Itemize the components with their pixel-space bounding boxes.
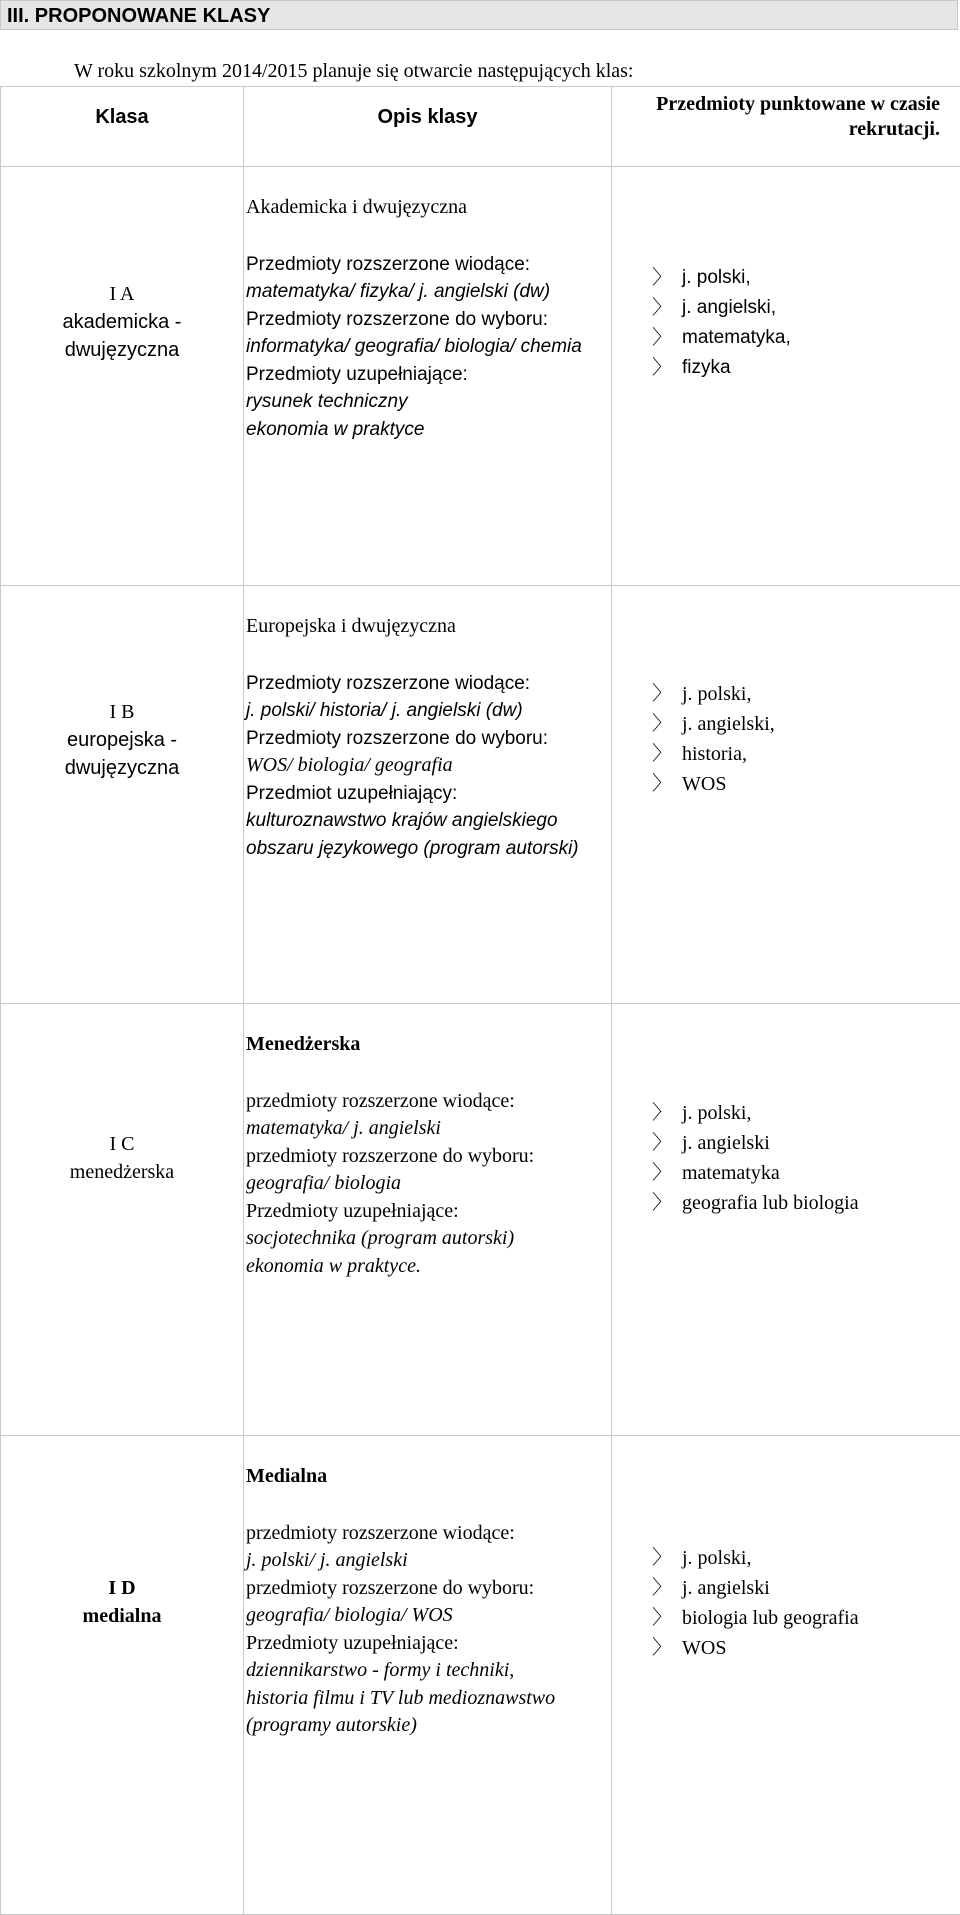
subject-label: j. angielski [682, 1573, 770, 1603]
bullet-icon: 〉 [652, 1158, 682, 1188]
description-line: (programy autorskie) [246, 1712, 611, 1740]
subject-label: j. polski, [682, 263, 751, 293]
class-cell [1, 1004, 244, 1436]
subject-label: historia, [682, 739, 747, 769]
subject-item [652, 1543, 960, 1573]
class-name-line2: dwujęzyczna [1, 336, 243, 364]
class-description [244, 167, 612, 586]
bullet-icon: 〉 [652, 1603, 682, 1633]
description-line: Przedmioty rozszerzone wiodące: [246, 670, 611, 698]
description-line: kulturoznawstwo krajów angielskiego [246, 807, 611, 835]
subject-item [652, 1128, 960, 1158]
subject-item [652, 1098, 960, 1128]
description-line: Przedmioty uzupełniające: [246, 1198, 611, 1226]
bullet-icon: 〉 [652, 353, 682, 383]
subject-item [652, 709, 960, 739]
subject-item [652, 353, 960, 383]
subject-label: j. angielski, [682, 293, 776, 323]
section-title: III. PROPONOWANE KLASY [7, 5, 270, 28]
description-line: Przedmioty rozszerzone do wyboru: [246, 725, 611, 753]
scored-subjects [612, 1004, 960, 1436]
subject-label: WOS [682, 769, 726, 799]
description-line: Przedmioty uzupełniające: [246, 361, 611, 389]
class-code: I B [1, 698, 243, 726]
subject-item [652, 293, 960, 323]
bullet-icon: 〉 [652, 1098, 682, 1128]
subject-item [652, 1573, 960, 1603]
header-opis: Opis klasy [244, 87, 612, 167]
table-header-row [1, 87, 960, 167]
class-cell [1, 586, 244, 1004]
intro-text: W roku szkolnym 2014/2015 planuje się otwarcie następujących klas: [74, 60, 634, 83]
subject-label: matematyka, [682, 323, 791, 353]
subject-item [652, 263, 960, 293]
class-title: Menedżerska [246, 1031, 611, 1059]
subject-item [652, 1188, 960, 1218]
description-line: ekonomia w praktyce [246, 416, 611, 444]
bullet-icon: 〉 [652, 1188, 682, 1218]
subject-item [652, 323, 960, 353]
description-line: geografia/ biologia [246, 1170, 611, 1198]
class-name: akademicka - [1, 308, 243, 336]
description-line: przedmioty rozszerzone wiodące: [246, 1520, 611, 1548]
subject-label: j. polski, [682, 679, 751, 709]
subject-label: j. polski, [682, 1543, 751, 1573]
subject-item [652, 1633, 960, 1663]
class-title: Medialna [246, 1463, 611, 1491]
scored-subjects [612, 167, 960, 586]
class-title: Europejska i dwujęzyczna [246, 613, 611, 641]
bullet-icon: 〉 [652, 739, 682, 769]
scored-subjects [612, 586, 960, 1004]
description-line: historia filmu i TV lub medioznawstwo [246, 1685, 611, 1713]
description-line: socjotechnika (program autorski) [246, 1225, 611, 1253]
description-line: WOS/ biologia/ geografia [246, 752, 611, 780]
description-line: matematyka/ fizyka/ j. angielski (dw) [246, 278, 611, 306]
subject-label: matematyka [682, 1158, 780, 1188]
subject-label: geografia lub biologia [682, 1188, 859, 1218]
description-line: j. polski/ j. angielski [246, 1547, 611, 1575]
class-name: europejska - [1, 726, 243, 754]
class-row [1, 1004, 960, 1436]
bullet-icon: 〉 [652, 293, 682, 323]
class-cell [1, 167, 244, 586]
description-line: geografia/ biologia/ WOS [246, 1602, 611, 1630]
description-line: przedmioty rozszerzone do wyboru: [246, 1575, 611, 1603]
bullet-icon: 〉 [652, 679, 682, 709]
bullet-icon: 〉 [652, 709, 682, 739]
scored-subjects [612, 1436, 960, 1915]
subject-item [652, 679, 960, 709]
bullet-icon: 〉 [652, 1573, 682, 1603]
bullet-icon: 〉 [652, 1128, 682, 1158]
description-line: Przedmioty rozszerzone wiodące: [246, 251, 611, 279]
class-cell [1, 1436, 244, 1915]
class-row [1, 167, 960, 586]
description-line: Przedmioty rozszerzone do wyboru: [246, 306, 611, 334]
subject-label: j. polski, [682, 1098, 751, 1128]
subject-item [652, 1158, 960, 1188]
bullet-icon: 〉 [652, 1633, 682, 1663]
class-code: I A [1, 280, 243, 308]
class-title: Akademicka i dwujęzyczna [246, 194, 611, 222]
description-line: przedmioty rozszerzone do wyboru: [246, 1143, 611, 1171]
class-row [1, 586, 960, 1004]
class-description [244, 1436, 612, 1915]
class-code: I C [1, 1130, 243, 1158]
class-name: menedżerska [1, 1158, 243, 1186]
bullet-icon: 〉 [652, 769, 682, 799]
class-description [244, 1004, 612, 1436]
class-name-line2: dwujęzyczna [1, 754, 243, 782]
description-line: informatyka/ geografia/ biologia/ chemia [246, 333, 611, 361]
class-row [1, 1436, 960, 1915]
description-line: j. polski/ historia/ j. angielski (dw) [246, 697, 611, 725]
bullet-icon: 〉 [652, 323, 682, 353]
subject-label: biologia lub geografia [682, 1603, 859, 1633]
section-header [0, 0, 958, 30]
subject-label: j. angielski, [682, 709, 775, 739]
description-line: dziennikarstwo - formy i techniki, [246, 1657, 611, 1685]
class-code: I D [1, 1574, 243, 1602]
description-line: rysunek techniczny [246, 388, 611, 416]
classes-table [0, 86, 960, 1915]
header-klasa: Klasa [1, 87, 244, 167]
description-line: ekonomia w praktyce. [246, 1253, 611, 1281]
description-line: matematyka/ j. angielski [246, 1115, 611, 1143]
subject-label: fizyka [682, 353, 731, 383]
class-description [244, 586, 612, 1004]
description-line: Przedmioty uzupełniające: [246, 1630, 611, 1658]
subject-label: j. angielski [682, 1128, 770, 1158]
subject-item [652, 769, 960, 799]
subject-item [652, 1603, 960, 1633]
bullet-icon: 〉 [652, 1543, 682, 1573]
subject-label: WOS [682, 1633, 726, 1663]
class-name: medialna [1, 1602, 243, 1630]
description-line: Przedmiot uzupełniający: [246, 780, 611, 808]
description-line: obszaru językowego (program autorski) [246, 835, 611, 863]
header-przedmioty: Przedmioty punktowane w czasie rekrutacji. [612, 87, 960, 167]
subject-item [652, 739, 960, 769]
bullet-icon: 〉 [652, 263, 682, 293]
description-line: przedmioty rozszerzone wiodące: [246, 1088, 611, 1116]
